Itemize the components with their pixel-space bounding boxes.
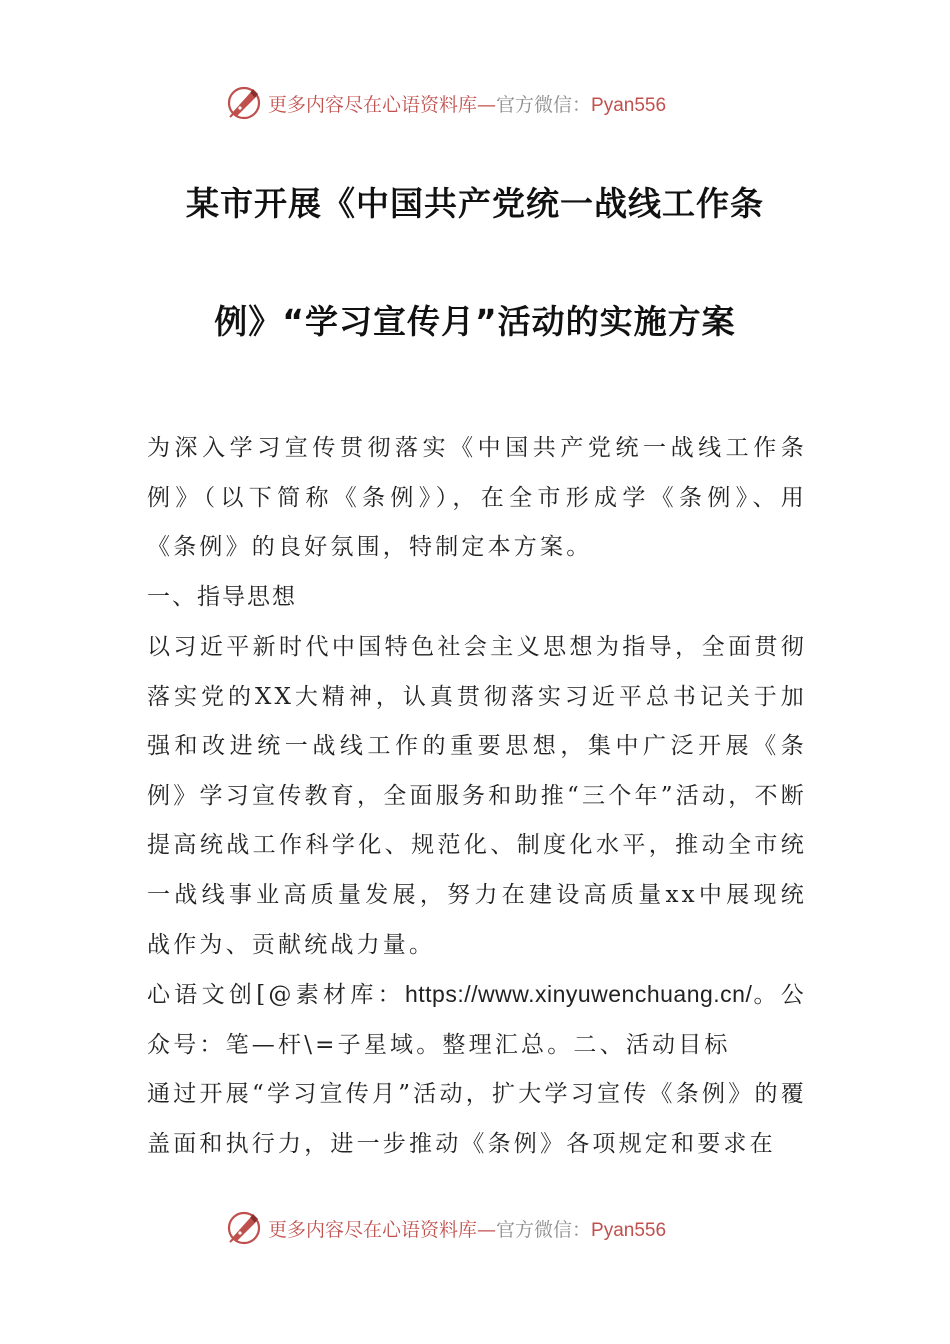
watermark-site-text: 更多内容尽在心语资料库— [268, 1218, 497, 1241]
section-2-paragraph: 通过开展“学习宣传月”活动，扩大学习宣传《条例》的覆盖面和执行力，进一步推动《条例》各项规定和要求在 [147, 1081, 807, 1157]
watermark-text [268, 1215, 666, 1242]
document-title-line-2: 例》“学习宣传月”活动的实施方案 [214, 302, 736, 341]
pen-nib-logo-icon [226, 85, 262, 121]
watermark-wechat-label: 官方微信： [496, 93, 592, 116]
source-note-prefix: 心语文创[@素材库： [147, 982, 405, 1008]
source-note-paragraph [147, 970, 807, 1070]
source-note-suffix: 。公众号：笔—杆\=子星域。整理汇总。二、活动目标 [147, 982, 807, 1058]
watermark-text [268, 90, 666, 117]
header-watermark [226, 81, 666, 125]
watermark-wechat-label: 官方微信： [496, 1218, 592, 1241]
section-1-paragraph: 以习近平新时代中国特色社会主义思想为指导，全面贯彻落实党的XX大精神，认真贯彻落实习近平总书记关于加强和改进统一战线工作的重要思想，集中广泛开展《条例》学习宣传教育，全面服务和助推“三个年”活动，不断提高统战工作科学化、规范化、制度化水平，推动全市统一战线事业高质量发展，努力在建设高质量xx中展现统战作为、贡献统战力量。 [147, 634, 807, 958]
source-note-url: https://www.xinyuwenchuang.cn/ [404, 981, 753, 1007]
watermark-site-text: 更多内容尽在心语资料库— [268, 93, 497, 116]
watermark-wechat-id: Pyan556 [591, 94, 667, 116]
footer-watermark [226, 1206, 666, 1250]
pen-nib-logo-icon [226, 1210, 262, 1246]
watermark-wechat-id: Pyan556 [591, 1219, 667, 1241]
section-1-heading: 一、指导思想 [147, 584, 297, 610]
document-title-line-1: 某市开展《中国共产党统一战线工作条 [186, 184, 764, 223]
intro-paragraph: 为深入学习宣传贯彻落实《中国共产党统一战线工作条例》（以下简称《条例》），在全市形成学《条例》、用《条例》的良好氛围，特制定本方案。 [147, 435, 807, 561]
